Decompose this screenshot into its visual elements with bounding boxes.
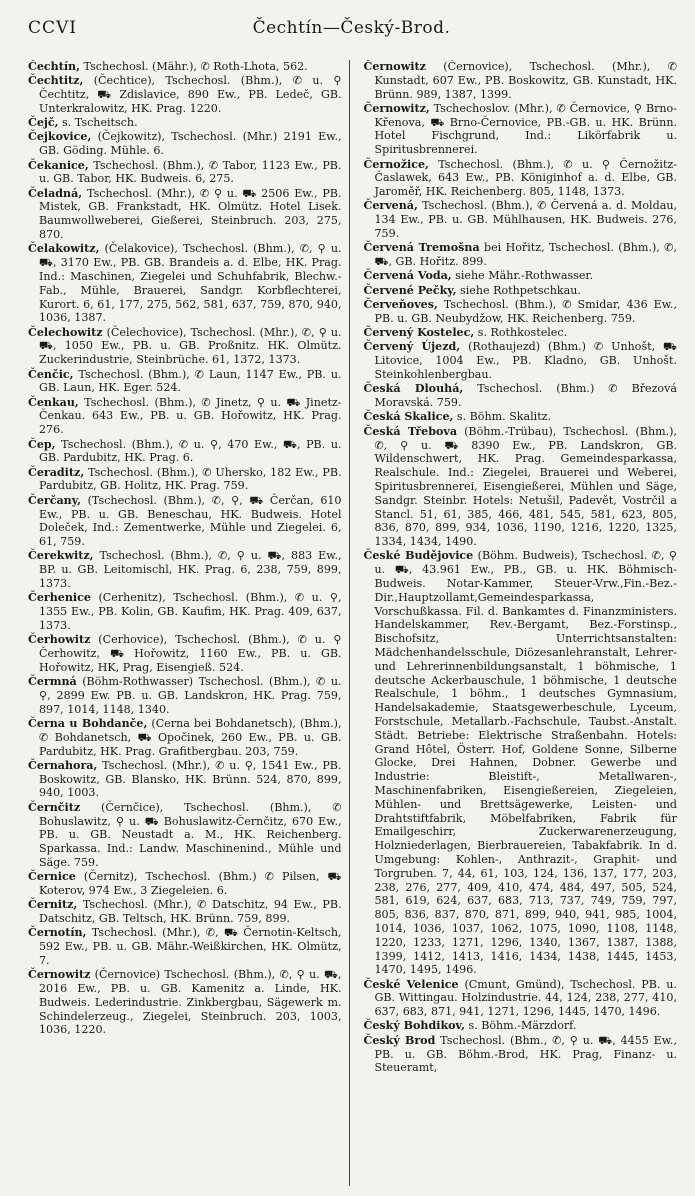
gazetteer-entry — [28, 759, 342, 800]
entry-description: Tschechosl. (Bhm.), ✆ Tabor, 1123 Ew., PB. u. GB. Tabor, HK. Budweis. 6, 275. — [39, 158, 342, 186]
entry-description: (Čelechovice), Tschechosl. (Mhr.), ✆, ⚲ u. ⛟, 1050 Ew., PB. u. GB. Proßnitz. HK. Olmütz. Zuckerindustrie, Steinbrüche. 61, 1372, 1373. — [39, 325, 342, 367]
entry-description: (Cerna bei Bohdanetsch), (Bhm.), ✆ Bohdanetsch, ⛟ Opočinek, 260 Ew., PB. u. GB. Pardubitz, HK. Prag. Grafitbergbau. 203, 759. — [39, 716, 342, 758]
page-title: Čechtín—Český-Brod. — [252, 18, 451, 38]
entry-place-name: Černowitz, — [363, 101, 430, 115]
entry-description: (Cerhovice), Tschechosl. (Bhm.), ✆ u. ⚲ Čerhowitz, ⛟ Hořowitz, 1160 Ew., PB. u. GB. Hořowitz, HK, Prag, Eisengieß. 524. — [39, 633, 342, 674]
gazetteer-entry — [364, 1019, 678, 1033]
entry-place-name: Červený Kostelec, — [363, 326, 475, 340]
entry-place-name: Čenčic, — [28, 367, 74, 381]
entry-description: Tschechosl. (Mhr.), ✆ Datschitz, 94 Ew., PB. Datschitz, GB. Teltsch, HK. Brünn. 759, 899. — [39, 898, 342, 926]
gazetteer-entry — [28, 130, 342, 158]
entry-place-name: Čeraditz, — [28, 465, 85, 479]
gazetteer-entry — [364, 199, 678, 240]
left-column — [28, 60, 350, 1186]
entry-description: (Čelakovice), Tschechosl. (Bhm.), ✆, ⚲ u. ⛟, 3170 Ew., PB. GB. Brandeis a. d. Elbe, HK. Prag. Ind.: Maschinen, Ziegelei und Schuhfabrik, Blechw.-Fab., Mühle, Brauerei, Sandgr. Korbflechterei, Kurort. 6, 61, 177, 275, 562, 581, 637, 759, 870, 940, 1036, 1387. — [39, 242, 342, 325]
gazetteer-entry — [28, 326, 342, 367]
gazetteer-entry — [28, 717, 342, 758]
entry-place-name: Čerekwitz, — [28, 549, 94, 563]
entry-place-name: Červeňoves, — [363, 298, 438, 312]
entry-place-name: Černahora, — [28, 758, 98, 772]
gazetteer-entry — [364, 269, 678, 283]
entry-place-name: Čekanice, — [28, 158, 89, 172]
entry-description: Tschechosl. (Mähr.), ✆ Roth-Lhota, 562. — [79, 60, 308, 73]
entry-description: (Rothaujezd) (Bhm.) ✆ Unhošt, ⛟ Litovice, 1004 Ew., PB. Kladno, GB. Unhošt. Steinkohlenbergbau. — [374, 340, 677, 382]
entry-place-name: Červená Voda, — [363, 269, 452, 283]
entry-place-name: Čep, — [28, 437, 56, 451]
gazetteer-entry — [364, 326, 678, 340]
entry-place-name: Čechtín, — [28, 60, 80, 73]
gazetteer-entry — [28, 242, 342, 325]
entry-place-name: Černice — [28, 870, 76, 884]
entry-description: siehe Mähr.-Rothwasser. — [451, 269, 594, 283]
entry-description: siehe Rothpetschkau. — [456, 283, 581, 297]
gazetteer-entry — [364, 410, 678, 424]
gazetteer-entry — [364, 978, 678, 1019]
entry-description: Tschechosl. (Bhm.), ✆ u. ⚲ Černožitz-Časlawek, 643 Ew., PB. Königinhof a. d. Elbe, GB. Jaroměř, HK. Reichenberg. 805, 1148, 1373. — [374, 157, 677, 199]
entry-description: (Böhm-Rothwasser) Tschechosl. (Bhm.), ✆ u. ⚲, 2899 Ew. PB. u. GB. Landskron, HK. Prag. 759, 897, 1014, 1148, 1340. — [39, 675, 342, 716]
gazetteer-entry — [28, 116, 342, 130]
entry-place-name: Čerhowitz — [28, 633, 91, 647]
gazetteer-entry — [364, 340, 678, 381]
entry-place-name: Český Bohdikov, — [363, 1019, 465, 1033]
entry-place-name: Červená Tremošna — [363, 241, 480, 255]
entry-place-name: Čejkovice, — [28, 130, 92, 144]
entry-description: (Černovice), Tschechosl. (Mhr.), ✆ Kunstadt, 607 Ew., PB. Boskowitz, GB. Kunstadt, HK. Brünn. 989, 1387, 1399. — [374, 60, 677, 101]
gazetteer-entry — [28, 466, 342, 494]
gazetteer-entry — [364, 60, 678, 101]
entry-description: Tschechosl. (Bhm.), ✆ Uhersko, 182 Ew., PB. Pardubitz, GB. Holitz, HK. Prag. 759. — [39, 465, 342, 493]
entry-place-name: Červené Pečky, — [363, 283, 457, 297]
entry-place-name: České Velenice — [363, 977, 459, 991]
gazetteer-entry — [364, 382, 678, 410]
gazetteer-entry — [364, 298, 678, 326]
entry-description: (Černčice), Tschechosl. (Bhm.), ✆ Bohuslawitz, ⚲ u. ⛟ Bohuslawitz-Černčitz, 670 Ew., PB. u. GB. Neustadt a. M., HK. Reichenberg. Sparkassa. Ind.: Landw. Maschinenind., Mühle und Säge. 759. — [39, 800, 342, 869]
gazetteer-entry — [364, 241, 678, 269]
gazetteer-entry — [28, 968, 342, 1037]
entry-place-name: České Budějovice — [363, 549, 474, 563]
entry-description: Tschechosl. (Bhm.), ✆ Červená a. d. Moldau, 134 Ew., PB. u. GB. Mühlhausen, HK. Budweis. 276, 759. — [374, 199, 677, 241]
gazetteer-entry — [28, 396, 342, 437]
entry-description: (Tschechosl. (Bhm.), ✆, ⚲, ⛟ Čerčan, 610 Ew., PB. u. GB. Beneschau, HK. Budweis. Hotel Doleček, Ind.: Zementwerke, Mühle und Ziegelei. 6, 61, 759. — [39, 493, 342, 549]
gazetteer-entry — [28, 898, 342, 926]
gazetteer-entry — [364, 425, 678, 549]
entry-place-name: Čenkau, — [28, 395, 79, 409]
gazetteer-entry — [364, 158, 678, 199]
entry-description: Tschechosl. (Bhm.) ✆ Březová Moravská. 759. — [374, 382, 677, 410]
entry-description: (Böhm. Budweis), Tschechosl. ✆, ⚲ u. ⛟, 43.961 Ew., PB., GB. u. HK. Böhmisch-Budweis. Notar-Kammer, Steuer-Vrw.,Fin.-Bez.-Dir.,Hauptzollamt,Gemeindesparkassa, Vorschußkassa. Fil. d. Bankamtes d. Finanzministers. Handelskammer, Rev.-Bergamt, Bez.-Forstinsp., Bischofsitz, Unterrichtsanstalten: Mädchenhandelsschule, Diözesanlehranstalt, Lehrer- und Lehrerinnenbildungsanstalt, 1 böhmische, 1 deutsche Ackerbauschule, 1 böhmische, 1 deutsche Realschule, 1 böhm., 1 deutsches Gymnasium, Handelsakademie, Staatsgewerbeschule, Lyceum, Forstschule, Metallarb.-Fachschule, Taubst.-Anstalt. Städt. Betriebe: Elektrische Straßenbahn. Hotels: Grand Hôtel, Österr. Hof, Goldene Sonne, Silberne Glocke, Drei Hahnen, Dobner. Gewerbe und Industrie: Bleistift-, Metallwaren-, Maschinenfabriken, Eisengießereien, Ziegeleien, Mühlen- und Brettsägewerke, Leisten- und Drahtstiftfabrik, Möbelfabriken, Fabrik für Emailgeschirr, Zuckerwarenerzeugung, Holzniederlagen, Bierbrauereien, Tabakfabrik. In d. Umgebung: Kohlen-, Anthrazit-, Graphit- und Torgruben. 7, 44, 61, 103, 124, 136, 137, 177, 203, 238, 276, 277, 409, 410, 474, 484, 497, 505, 524, 581, 619, 624, 637, 683, 713, 737, 749, 759, 797, 805, 836, 837, 870, 871, 899, 940, 941, 985, 1004, 1014, 1036, 1037, 1062, 1075, 1090, 1108, 1148, 1220, 1233, 1271, 1296, 1340, 1367, 1387, 1388, 1399, 1412, 1413, 1416, 1434, 1438, 1445, 1453, 1470, 1495, 1496. — [374, 549, 677, 977]
gazetteer-entry — [364, 102, 678, 157]
entry-place-name: Čeladná, — [28, 186, 83, 200]
gazetteer-entry — [28, 801, 342, 870]
gazetteer-entry — [28, 633, 342, 674]
entry-description: Tschechosl. (Bhm.), ✆ Laun, 1147 Ew., PB. u. GB. Laun, HK. Eger. 524. — [39, 367, 342, 395]
entry-description: (Cmunt, Gmünd), Tschechosl. PB. u. GB. Wittingau. Holzindustrie. 44, 124, 238, 277, 410, 637, 683, 871, 941, 1271, 1296, 1445, 1470, 1496. — [374, 977, 677, 1019]
entry-place-name: Česká Dlouhá, — [363, 382, 464, 396]
entry-description: Tschechosl. (Bhm.), ✆ Smidar, 436 Ew., PB. u. GB. Neubydžow, HK. Reichenberg. 759. — [374, 298, 677, 325]
entry-description: (Černovice) Tschechosl. (Bhm.), ✆, ⚲ u. ⛟, 2016 Ew., PB. u. GB. Kamenitz a. Linde, HK. Budweis. Lederindustrie. Zinkbergbau, Sägewerk m. Schindelerzeug., Ziegelei, Steinbruch. 203, 1003, 1036, 1220. — [39, 968, 342, 1037]
gazetteer-entry — [364, 284, 678, 298]
entry-description: Tschechosl. (Mhr.), ✆ ⚲ u. ⛟ 2506 Ew., PB. Mistek, GB. Frankstadt, HK. Olmütz. Hotel Lisek. Baumwollweberei, Gießerei, Steinbruch. 203, 275, 870. — [39, 186, 342, 242]
gazetteer-entry — [364, 549, 678, 977]
entry-place-name: Česká Třebova — [363, 424, 458, 438]
entry-description: s. Tscheitsch. — [58, 116, 138, 130]
entry-description: (Čejkowitz), Tschechosl. (Mhr.) 2191 Ew., GB. Göding. Mühle. 6. — [39, 130, 342, 158]
right-column — [364, 60, 678, 1186]
gazetteer-entry — [28, 870, 342, 898]
entry-description: Tschechosl. (Bhm., ✆, ⚲ u. ⛟, 4455 Ew., PB. u. GB. Böhm.-Brod, HK. Prag, Finanz- u. Steueramt, — [374, 1033, 677, 1075]
entry-place-name: Čerčany, — [28, 493, 81, 507]
entry-description: Tschechoslov. (Mhr.), ✆ Černovice, ⚲ Brno-Křenova, ⛟ Brno-Černovice, PB.-GB. u. HK. Brünn. Hotel Fischgrund, Ind.: Likörfabrik u. Spiritusbrennerei. — [374, 101, 677, 157]
entry-place-name: Čechtitz, — [28, 74, 84, 88]
entry-description: Tschechosl. (Bhm.), ✆ Jinetz, ⚲ u. ⛟ Jinetz-Čenkau. 643 Ew., PB. u. GB. Hořowitz, HK. Prag. 276. — [39, 395, 342, 437]
entry-description: Tschechosl. (Bhm.), ✆, ⚲ u. ⛟, 883 Ew., BP. u. GB. Leitomischl, HK. Prag. 6, 238, 759, 899, 1373. — [39, 549, 342, 590]
entry-place-name: Česká Skalice, — [363, 410, 454, 424]
entry-description: Tschechosl. (Mhr.), ✆ u. ⚲, 1541 Ew., PB. Boskowitz, GB. Blansko, HK. Brünn. 524, 870, 899, 940, 1003. — [39, 758, 342, 800]
gazetteer-entry — [28, 926, 342, 967]
entry-description: Tschechosl. (Bhm.), ✆ u. ⚲, 470 Ew., ⛟, PB. u. GB. Pardubitz, HK. Prag. 6. — [39, 437, 342, 465]
gazetteer-entry — [28, 549, 342, 590]
entry-place-name: Černowitz — [363, 60, 426, 73]
entry-description: s. Rothkostelec. — [474, 326, 568, 340]
entry-place-name: Černa u Bohdanče, — [28, 716, 148, 730]
gazetteer-entry — [28, 74, 342, 115]
entry-place-name: Černotín, — [28, 926, 87, 940]
entry-place-name: Černčitz — [28, 800, 81, 814]
entry-place-name: Černitz, — [28, 898, 78, 912]
gazetteer-entry — [28, 60, 342, 74]
entry-place-name: Čermná — [28, 675, 77, 689]
gazetteer-entry — [364, 1034, 678, 1075]
gazetteer-entry — [28, 368, 342, 396]
page-number: CCVI — [28, 18, 78, 38]
gazetteer-entry — [28, 438, 342, 466]
gazetteer-entry — [28, 494, 342, 549]
entry-place-name: Čelechowitz — [28, 325, 103, 339]
entry-place-name: Červená, — [363, 199, 418, 213]
entry-description: bei Hořitz, Tschechosl. (Bhm.), ✆, ⛟, GB. Hořitz. 899. — [374, 241, 677, 269]
entry-place-name: Červený Újezd, — [363, 340, 461, 354]
entry-description: s. Böhm.-Märzdorf. — [464, 1019, 577, 1033]
gazetteer-entry — [28, 675, 342, 716]
entry-place-name: Čejč, — [28, 116, 59, 130]
gazetteer-entry — [28, 159, 342, 187]
page-header — [28, 18, 675, 44]
gazetteer-entry — [28, 187, 342, 242]
entry-place-name: Český Brod — [363, 1033, 436, 1047]
gazetteer-columns — [28, 60, 677, 1186]
entry-place-name: Černožice, — [363, 157, 429, 171]
entry-description: s. Böhm. Skalitz. — [453, 410, 552, 424]
entry-description: (Černitz), Tschechosl. (Bhm.) ✆ Pilsen, ⛟ Koterov, 974 Ew., 3 Ziegeleien. 6. — [39, 870, 342, 898]
entry-place-name: Čelakowitz, — [28, 242, 100, 256]
entry-description: (Cerhenitz), Tschechosl. (Bhm.), ✆ u. ⚲, 1355 Ew., PB. Kolin, GB. Kaufim, HK. Prag. 409, 637, 1373. — [39, 591, 342, 632]
entry-description: (Böhm.-Trübau), Tschechosl. (Bhm.), ✆, ⚲ u. ⛟ 8390 Ew., PB. Landskron, GB. Wildenschwert, HK. Prag. Gemeindesparkassa, Realschule. Ind.: Ziegelei, Brauerei und Weberei, Spiritusbrennerei, Eisengießerei, Mühlen und Säge, Sandgr. Steinbr. Hotels: Netušil, Padevět, Vostrčil a Stancl. 51, 61, 385, 466, 481, 545, 581, 623, 805, 836, 870, 899, 934, 1036, 1190, 1216, 1220, 1325, 1334, 1434, 1490. — [374, 424, 677, 549]
entry-place-name: Čerhenice — [28, 591, 91, 605]
entry-description: Tschechosl. (Mhr.), ✆, ⛟ Černotin-Keltsch, 592 Ew., PB. u. GB. Mähr.-Weißkirchen, HK. Olmütz, 7. — [39, 926, 342, 967]
gazetteer-entry — [28, 591, 342, 632]
entry-place-name: Černowitz — [28, 968, 91, 982]
entry-description: (Čechtice), Tschechosl. (Bhm.), ✆ u. ⚲ Čechtitz, ⛟ Zdislavice, 890 Ew., PB. Ledeč, GB. Unterkralowitz, HK. Prag. 1220. — [39, 74, 342, 115]
